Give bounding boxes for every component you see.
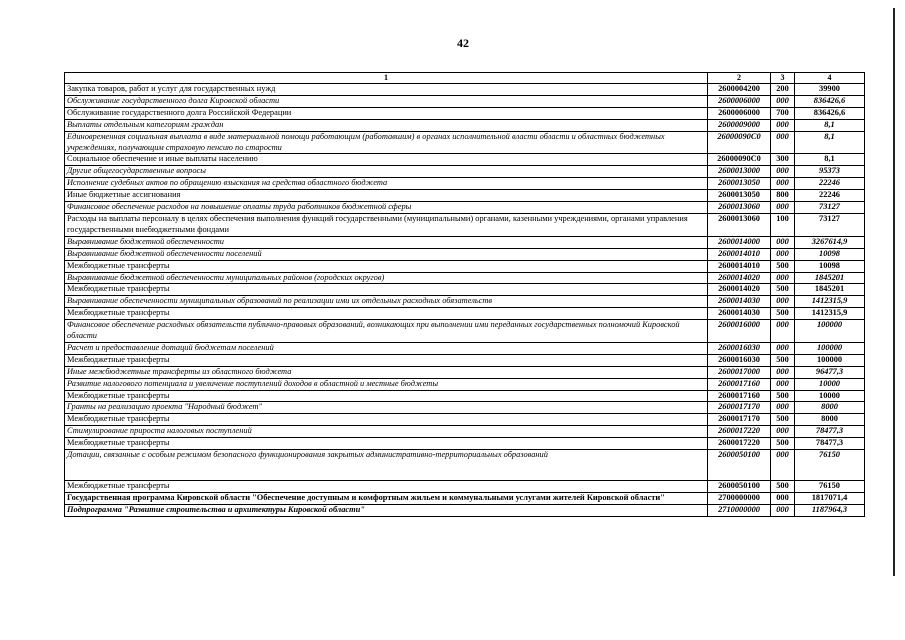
row-amount-cell: 22246 — [795, 178, 865, 190]
row-code-cell: 2600017170 — [708, 414, 771, 426]
row-amount-cell: 10000 — [795, 378, 865, 390]
table-row — [65, 272, 865, 284]
table-row — [65, 308, 865, 320]
row-kind-cell: 000 — [771, 272, 795, 284]
table-row — [65, 107, 865, 119]
row-code-cell: 2600017220 — [708, 426, 771, 438]
row-amount-cell: 10000 — [795, 390, 865, 402]
table-row — [65, 481, 865, 493]
row-kind-cell: 000 — [771, 378, 795, 390]
row-kind-cell: 200 — [771, 84, 795, 96]
row-code-cell: 2600013060 — [708, 213, 771, 236]
row-name-cell: Расчет и предоставление дотаций бюджетам поселений — [65, 342, 708, 354]
table-row — [65, 190, 865, 202]
row-amount-cell: 96477,3 — [795, 366, 865, 378]
table-row — [65, 354, 865, 366]
row-kind-cell: 000 — [771, 426, 795, 438]
row-code-cell: 26000090С0 — [708, 131, 771, 154]
row-code-cell: 2600017220 — [708, 438, 771, 450]
table-header-row — [65, 73, 865, 84]
row-code-cell: 2600014020 — [708, 284, 771, 296]
row-kind-cell: 000 — [771, 248, 795, 260]
row-name-cell: Финансовое обеспечение расходов на повышение оплаты труда работников бюджетной сферы — [65, 202, 708, 214]
row-name-cell: Иные бюджетные ассигнования — [65, 190, 708, 202]
row-code-cell: 2600017000 — [708, 366, 771, 378]
table-row — [65, 260, 865, 272]
row-name-cell: Стимулирование прироста налоговых поступлений — [65, 426, 708, 438]
row-code-cell: 2600050100 — [708, 450, 771, 481]
row-name-cell: Расходы на выплаты персоналу в целях обеспечения выполнения функций государственными (муниципальными) органами, казенными учреждениями, органами управления государственными внебюджетными фондами — [65, 213, 708, 236]
row-code-cell: 2600013050 — [708, 190, 771, 202]
row-amount-cell: 8,1 — [795, 154, 865, 166]
row-code-cell: 2600013000 — [708, 166, 771, 178]
table-row — [65, 402, 865, 414]
row-amount-cell: 95373 — [795, 166, 865, 178]
row-code-cell: 2600017160 — [708, 378, 771, 390]
table-row — [65, 504, 865, 516]
row-amount-cell: 1412315,9 — [795, 296, 865, 308]
row-code-cell: 2600014020 — [708, 272, 771, 284]
row-name-cell: Межбюджетные трансферты — [65, 481, 708, 493]
table-row — [65, 426, 865, 438]
row-code-cell: 2700000000 — [708, 493, 771, 505]
table-row — [65, 366, 865, 378]
row-name-cell: Государственная программа Кировской области "Обеспечение доступным и комфортным жильем и коммунальными услугами жителей Кировской области" — [65, 493, 708, 505]
row-amount-cell: 76150 — [795, 481, 865, 493]
table-row — [65, 202, 865, 214]
row-code-cell: 2600016030 — [708, 354, 771, 366]
row-amount-cell: 73127 — [795, 213, 865, 236]
row-code-cell: 2600014010 — [708, 248, 771, 260]
row-kind-cell: 700 — [771, 107, 795, 119]
row-kind-cell: 500 — [771, 438, 795, 450]
row-code-cell: 2600013060 — [708, 202, 771, 214]
page-edge-line — [893, 8, 895, 576]
table-row — [65, 342, 865, 354]
table-row — [65, 248, 865, 260]
row-code-cell: 2600014030 — [708, 308, 771, 320]
row-amount-cell: 100000 — [795, 354, 865, 366]
row-kind-cell: 300 — [771, 154, 795, 166]
table-row — [65, 296, 865, 308]
row-name-cell: Подпрограмма "Развитие строительства и архитектуры Кировской области" — [65, 504, 708, 516]
table-row — [65, 154, 865, 166]
row-amount-cell: 3267614,9 — [795, 236, 865, 248]
row-name-cell: Единовременная социальная выплата в виде материальной помощи работающим (работавшим) в органах исполнительной власти области и областных бюджетных учреждениях, получающим страховую пенсию по старости — [65, 131, 708, 154]
row-kind-cell: 100 — [771, 213, 795, 236]
row-code-cell: 2600014030 — [708, 296, 771, 308]
row-name-cell: Выравнивание бюджетной обеспеченности — [65, 236, 708, 248]
table-row — [65, 320, 865, 343]
table-row — [65, 213, 865, 236]
row-kind-cell: 000 — [771, 119, 795, 131]
row-name-cell: Выравнивание бюджетной обеспеченности муниципальных районов (городских округов) — [65, 272, 708, 284]
row-amount-cell: 1817071,4 — [795, 493, 865, 505]
row-name-cell: Межбюджетные трансферты — [65, 284, 708, 296]
row-kind-cell: 000 — [771, 493, 795, 505]
row-amount-cell: 1845201 — [795, 272, 865, 284]
row-kind-cell: 000 — [771, 131, 795, 154]
row-kind-cell: 000 — [771, 366, 795, 378]
row-amount-cell: 78477,3 — [795, 438, 865, 450]
row-kind-cell: 800 — [771, 190, 795, 202]
row-amount-cell: 836426,6 — [795, 95, 865, 107]
row-amount-cell: 73127 — [795, 202, 865, 214]
row-code-cell: 2600013050 — [708, 178, 771, 190]
row-name-cell: Межбюджетные трансферты — [65, 414, 708, 426]
row-name-cell: Закупка товаров, работ и услуг для государственных нужд — [65, 84, 708, 96]
table-row — [65, 438, 865, 450]
row-name-cell: Обслуживание государственного долга Кировской области — [65, 95, 708, 107]
row-kind-cell: 500 — [771, 308, 795, 320]
row-amount-cell: 1845201 — [795, 284, 865, 296]
row-kind-cell: 000 — [771, 450, 795, 481]
row-kind-cell: 500 — [771, 354, 795, 366]
row-name-cell: Межбюджетные трансферты — [65, 260, 708, 272]
row-code-cell: 26000090С0 — [708, 154, 771, 166]
row-name-cell: Выравнивание обеспеченности муниципальных образований по реализации ими их отдельных расходных обязательств — [65, 296, 708, 308]
row-code-cell: 2600016000 — [708, 320, 771, 343]
row-code-cell: 2600014000 — [708, 236, 771, 248]
row-name-cell: Развитие налогового потенциала и увеличение поступлений доходов в областной и местные бюджеты — [65, 378, 708, 390]
table-row — [65, 493, 865, 505]
row-name-cell: Исполнение судебных актов по обращению взыскания на средства областного бюджета — [65, 178, 708, 190]
row-amount-cell: 78477,3 — [795, 426, 865, 438]
page-number: 42 — [457, 36, 469, 50]
column-header-name: 1 — [65, 73, 708, 84]
row-kind-cell: 000 — [771, 95, 795, 107]
row-kind-cell: 000 — [771, 296, 795, 308]
row-name-cell: Межбюджетные трансферты — [65, 438, 708, 450]
table-row — [65, 166, 865, 178]
row-kind-cell: 500 — [771, 481, 795, 493]
table-row — [65, 131, 865, 154]
row-code-cell: 2600017170 — [708, 402, 771, 414]
row-code-cell: 2600050100 — [708, 481, 771, 493]
row-amount-cell: 10098 — [795, 248, 865, 260]
row-kind-cell: 000 — [771, 236, 795, 248]
row-name-cell: Межбюджетные трансферты — [65, 354, 708, 366]
table-row — [65, 95, 865, 107]
row-name-cell: Выравнивание бюджетной обеспеченности поселений — [65, 248, 708, 260]
row-kind-cell: 000 — [771, 320, 795, 343]
row-name-cell: Межбюджетные трансферты — [65, 308, 708, 320]
row-name-cell: Межбюджетные трансферты — [65, 390, 708, 402]
row-code-cell: 2600016030 — [708, 342, 771, 354]
table-row — [65, 178, 865, 190]
row-amount-cell: 10098 — [795, 260, 865, 272]
row-code-cell: 2600006000 — [708, 107, 771, 119]
row-name-cell: Выплаты отдельным категориям граждан — [65, 119, 708, 131]
row-amount-cell: 8,1 — [795, 131, 865, 154]
row-kind-cell: 500 — [771, 260, 795, 272]
row-amount-cell: 100000 — [795, 320, 865, 343]
row-name-cell: Социальное обеспечение и иные выплаты населению — [65, 154, 708, 166]
row-kind-cell: 000 — [771, 166, 795, 178]
column-header-kind: 3 — [771, 73, 795, 84]
table-row — [65, 450, 865, 481]
row-amount-cell: 39900 — [795, 84, 865, 96]
row-amount-cell: 8000 — [795, 402, 865, 414]
table-row — [65, 84, 865, 96]
row-name-cell: Обслуживание государственного долга Российской Федерации — [65, 107, 708, 119]
table-body — [65, 84, 865, 517]
row-name-cell: Дотации, связанные с особым режимом безопасного функционирования закрытых административно-территориальных образований — [65, 450, 708, 481]
row-amount-cell: 8,1 — [795, 119, 865, 131]
row-amount-cell: 100000 — [795, 342, 865, 354]
row-kind-cell: 000 — [771, 402, 795, 414]
row-amount-cell: 836426,6 — [795, 107, 865, 119]
row-code-cell: 2600009000 — [708, 119, 771, 131]
row-name-cell: Финансовое обеспечение расходных обязательств публично-правовых образований, возникающих при выполнении ими переданных государственных полномочий Кировской области — [65, 320, 708, 343]
table-row — [65, 378, 865, 390]
row-code-cell: 2600006000 — [708, 95, 771, 107]
row-name-cell: Гранты на реализацию проекта "Народный бюджет" — [65, 402, 708, 414]
row-kind-cell: 000 — [771, 202, 795, 214]
row-kind-cell: 500 — [771, 414, 795, 426]
table-row — [65, 414, 865, 426]
row-code-cell: 2710000000 — [708, 504, 771, 516]
row-code-cell: 2600014010 — [708, 260, 771, 272]
row-name-cell: Иные межбюджетные трансферты из областного бюджета — [65, 366, 708, 378]
table-row — [65, 284, 865, 296]
table-row — [65, 236, 865, 248]
row-amount-cell: 76150 — [795, 450, 865, 481]
row-amount-cell: 22246 — [795, 190, 865, 202]
row-name-cell: Другие общегосударственные вопросы — [65, 166, 708, 178]
budget-table — [64, 72, 865, 517]
row-kind-cell: 500 — [771, 284, 795, 296]
row-kind-cell: 500 — [771, 390, 795, 402]
row-code-cell: 2600004200 — [708, 84, 771, 96]
table-row — [65, 390, 865, 402]
column-header-amount: 4 — [795, 73, 865, 84]
table-row — [65, 119, 865, 131]
row-kind-cell: 000 — [771, 178, 795, 190]
row-kind-cell: 000 — [771, 342, 795, 354]
row-amount-cell: 8000 — [795, 414, 865, 426]
column-header-code: 2 — [708, 73, 771, 84]
row-amount-cell: 1412315,9 — [795, 308, 865, 320]
row-amount-cell: 1187964,3 — [795, 504, 865, 516]
row-kind-cell: 000 — [771, 504, 795, 516]
row-code-cell: 2600017160 — [708, 390, 771, 402]
